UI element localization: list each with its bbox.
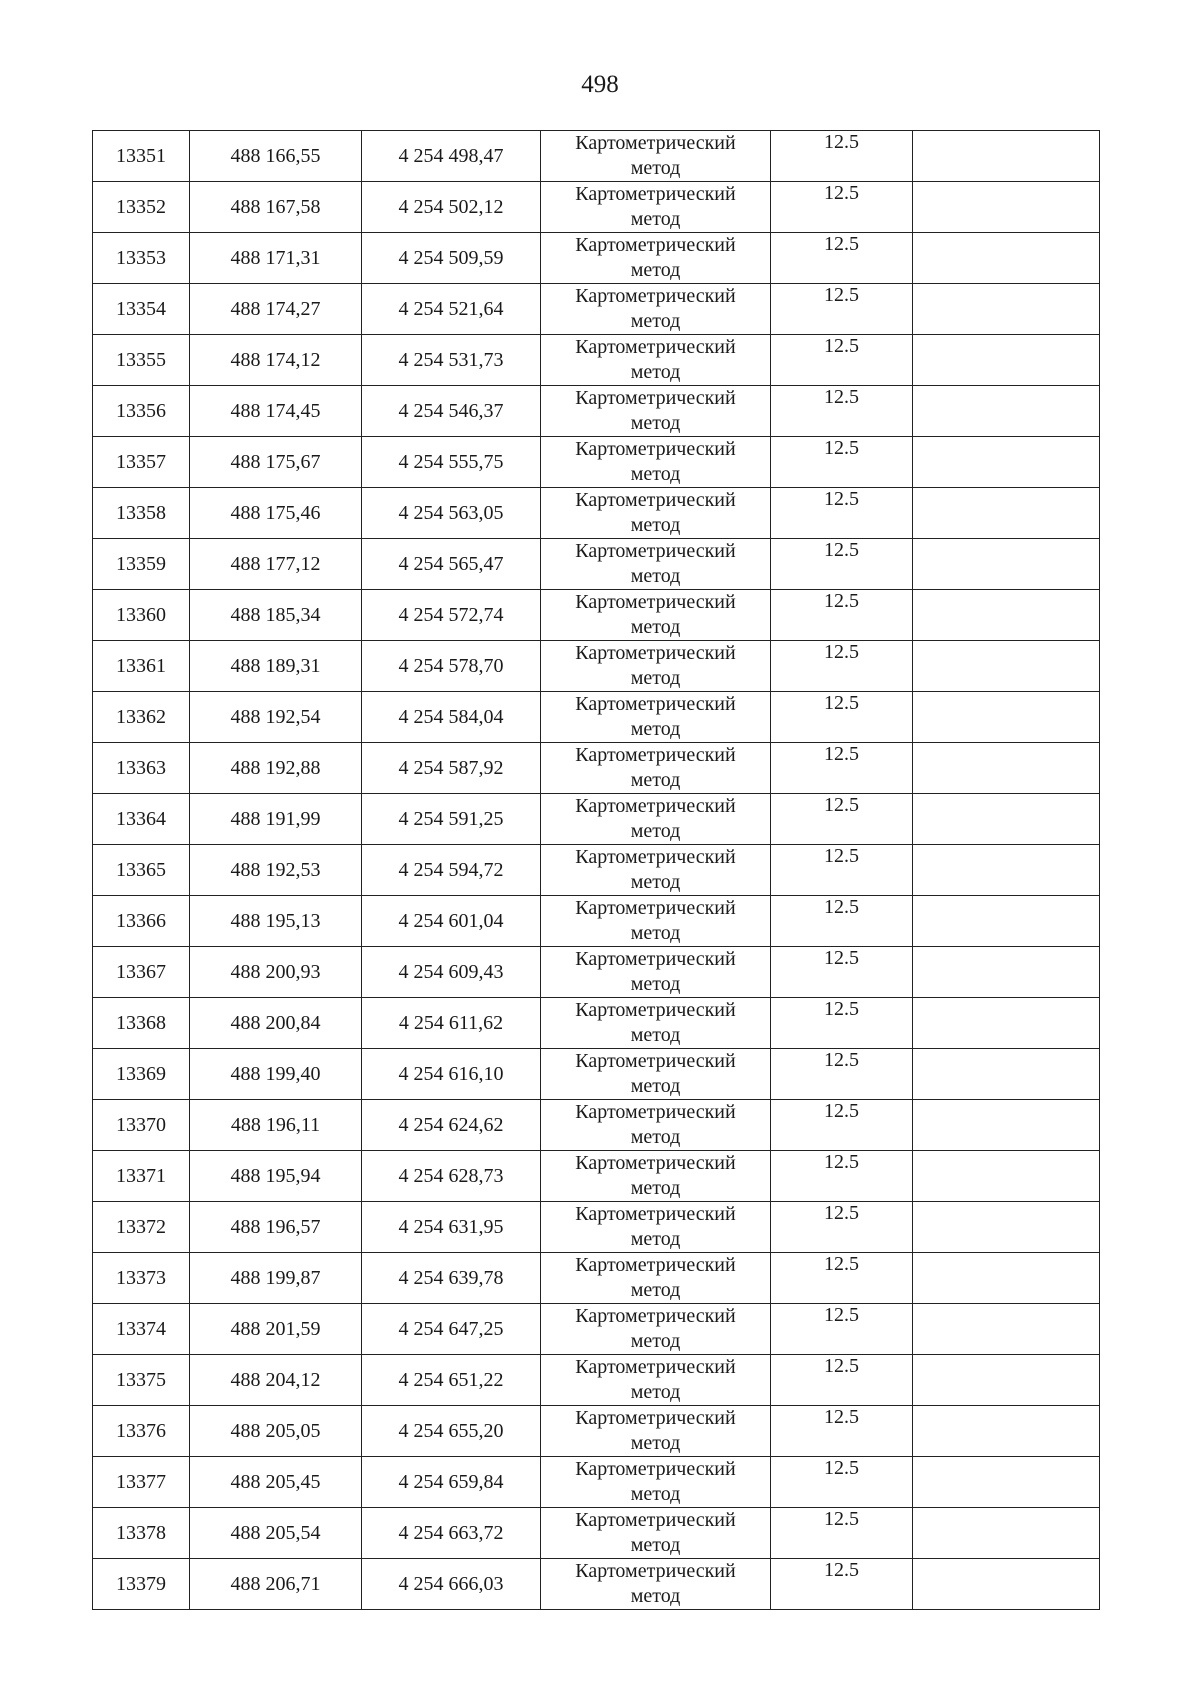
- y-coordinate-cell: 4 254 502,12: [362, 182, 541, 233]
- method-line-1: Картометрический: [575, 234, 736, 256]
- accuracy-cell: 12.5: [771, 233, 913, 284]
- accuracy-cell: 12.5: [771, 284, 913, 335]
- method-line-1: Картометрический: [575, 897, 736, 919]
- method-line-1: Картометрический: [575, 591, 736, 613]
- y-coordinate-cell: 4 254 655,20: [362, 1406, 541, 1457]
- x-coordinate-cell: 488 185,34: [190, 590, 362, 641]
- x-coordinate-cell: 488 192,53: [190, 845, 362, 896]
- point-number-cell: 13355: [93, 335, 190, 386]
- method-line-2: метод: [630, 820, 681, 842]
- point-number-cell: 13372: [93, 1202, 190, 1253]
- method-line-2: метод: [630, 1177, 681, 1199]
- accuracy-cell: 12.5: [771, 1406, 913, 1457]
- point-number-cell: 13352: [93, 182, 190, 233]
- accuracy-cell: 12.5: [771, 1355, 913, 1406]
- table-row: [93, 1100, 1100, 1151]
- page-number: 498: [581, 71, 619, 98]
- method-line-2: метод: [630, 565, 681, 587]
- x-coordinate-cell: 488 205,45: [190, 1457, 362, 1508]
- table-row: [93, 386, 1100, 437]
- accuracy-cell: 12.5: [771, 437, 913, 488]
- note-cell: [913, 1049, 1100, 1100]
- y-coordinate-cell: 4 254 509,59: [362, 233, 541, 284]
- y-coordinate-cell: 4 254 531,73: [362, 335, 541, 386]
- note-cell: [913, 998, 1100, 1049]
- note-cell: [913, 896, 1100, 947]
- method-cell: [541, 1049, 771, 1100]
- method-line-2: метод: [630, 922, 681, 944]
- y-coordinate-cell: 4 254 572,74: [362, 590, 541, 641]
- y-coordinate-cell: 4 254 555,75: [362, 437, 541, 488]
- x-coordinate-cell: 488 205,54: [190, 1508, 362, 1559]
- method-line-1: Картометрический: [575, 1509, 736, 1531]
- method-line-1: Картометрический: [575, 1203, 736, 1225]
- point-number-cell: 13359: [93, 539, 190, 590]
- point-number-cell: 13363: [93, 743, 190, 794]
- point-number-cell: 13351: [93, 131, 190, 182]
- method-cell: [541, 1406, 771, 1457]
- table-row: [93, 1559, 1100, 1610]
- method-cell: [541, 1508, 771, 1559]
- y-coordinate-cell: 4 254 616,10: [362, 1049, 541, 1100]
- accuracy-cell: 12.5: [771, 335, 913, 386]
- accuracy-cell: 12.5: [771, 182, 913, 233]
- method-line-2: метод: [630, 361, 681, 383]
- table-row: [93, 182, 1100, 233]
- note-cell: [913, 641, 1100, 692]
- method-cell: [541, 335, 771, 386]
- method-line-2: метод: [630, 1585, 681, 1607]
- note-cell: [913, 1508, 1100, 1559]
- x-coordinate-cell: 488 189,31: [190, 641, 362, 692]
- method-line-1: Картометрический: [575, 1458, 736, 1480]
- table-row: [93, 1202, 1100, 1253]
- method-line-1: Картометрический: [575, 489, 736, 511]
- accuracy-cell: 12.5: [771, 896, 913, 947]
- method-line-2: метод: [630, 259, 681, 281]
- method-cell: [541, 692, 771, 743]
- method-cell: [541, 1559, 771, 1610]
- point-number-cell: 13366: [93, 896, 190, 947]
- method-line-1: Картометрический: [575, 795, 736, 817]
- table-row: [93, 1355, 1100, 1406]
- method-cell: [541, 131, 771, 182]
- method-line-2: метод: [630, 514, 681, 536]
- note-cell: [913, 692, 1100, 743]
- y-coordinate-cell: 4 254 498,47: [362, 131, 541, 182]
- note-cell: [913, 284, 1100, 335]
- table-row: [93, 947, 1100, 998]
- method-cell: [541, 1253, 771, 1304]
- point-number-cell: 13358: [93, 488, 190, 539]
- x-coordinate-cell: 488 195,13: [190, 896, 362, 947]
- note-cell: [913, 743, 1100, 794]
- method-line-2: метод: [630, 157, 681, 179]
- method-line-2: метод: [630, 1228, 681, 1250]
- note-cell: [913, 794, 1100, 845]
- method-line-1: Картометрический: [575, 1254, 736, 1276]
- point-number-cell: 13367: [93, 947, 190, 998]
- accuracy-cell: 12.5: [771, 845, 913, 896]
- point-number-cell: 13377: [93, 1457, 190, 1508]
- note-cell: [913, 1253, 1100, 1304]
- table-row: [93, 539, 1100, 590]
- y-coordinate-cell: 4 254 584,04: [362, 692, 541, 743]
- x-coordinate-cell: 488 167,58: [190, 182, 362, 233]
- x-coordinate-cell: 488 177,12: [190, 539, 362, 590]
- method-cell: [541, 1151, 771, 1202]
- y-coordinate-cell: 4 254 601,04: [362, 896, 541, 947]
- point-number-cell: 13374: [93, 1304, 190, 1355]
- point-number-cell: 13373: [93, 1253, 190, 1304]
- x-coordinate-cell: 488 196,57: [190, 1202, 362, 1253]
- method-line-1: Картометрический: [575, 1050, 736, 1072]
- method-line-2: метод: [630, 1381, 681, 1403]
- table-row: [93, 998, 1100, 1049]
- table-row: [93, 743, 1100, 794]
- method-line-1: Картометрический: [575, 132, 736, 154]
- y-coordinate-cell: 4 254 563,05: [362, 488, 541, 539]
- point-number-cell: 13357: [93, 437, 190, 488]
- note-cell: [913, 590, 1100, 641]
- x-coordinate-cell: 488 191,99: [190, 794, 362, 845]
- accuracy-cell: 12.5: [771, 1202, 913, 1253]
- accuracy-cell: 12.5: [771, 1151, 913, 1202]
- method-line-1: Картометрический: [575, 387, 736, 409]
- point-number-cell: 13368: [93, 998, 190, 1049]
- method-cell: [541, 284, 771, 335]
- accuracy-cell: 12.5: [771, 1049, 913, 1100]
- table-row: [93, 488, 1100, 539]
- y-coordinate-cell: 4 254 609,43: [362, 947, 541, 998]
- method-cell: [541, 1100, 771, 1151]
- method-line-2: метод: [630, 1075, 681, 1097]
- method-cell: [541, 437, 771, 488]
- method-cell: [541, 1355, 771, 1406]
- y-coordinate-cell: 4 254 565,47: [362, 539, 541, 590]
- method-line-2: метод: [630, 616, 681, 638]
- method-line-2: метод: [630, 1024, 681, 1046]
- table-row: [93, 641, 1100, 692]
- table-row: [93, 845, 1100, 896]
- point-number-cell: 13375: [93, 1355, 190, 1406]
- table-row: [93, 284, 1100, 335]
- method-cell: [541, 386, 771, 437]
- method-line-1: Картометрический: [575, 642, 736, 664]
- coordinates-table: [92, 130, 1100, 1610]
- method-line-1: Картометрический: [575, 285, 736, 307]
- accuracy-cell: 12.5: [771, 1559, 913, 1610]
- method-cell: [541, 794, 771, 845]
- table-row: [93, 590, 1100, 641]
- note-cell: [913, 335, 1100, 386]
- method-line-1: Картометрический: [575, 693, 736, 715]
- method-line-2: метод: [630, 1483, 681, 1505]
- table-row: [93, 1457, 1100, 1508]
- method-cell: [541, 1304, 771, 1355]
- point-number-cell: 13354: [93, 284, 190, 335]
- accuracy-cell: 12.5: [771, 1457, 913, 1508]
- method-line-2: метод: [630, 463, 681, 485]
- method-cell: [541, 845, 771, 896]
- method-line-2: метод: [630, 208, 681, 230]
- point-number-cell: 13360: [93, 590, 190, 641]
- note-cell: [913, 845, 1100, 896]
- method-cell: [541, 1457, 771, 1508]
- point-number-cell: 13376: [93, 1406, 190, 1457]
- note-cell: [913, 1151, 1100, 1202]
- method-cell: [541, 488, 771, 539]
- accuracy-cell: 12.5: [771, 794, 913, 845]
- accuracy-cell: 12.5: [771, 386, 913, 437]
- table-row: [93, 896, 1100, 947]
- method-cell: [541, 182, 771, 233]
- x-coordinate-cell: 488 200,93: [190, 947, 362, 998]
- method-line-2: метод: [630, 973, 681, 995]
- method-line-1: Картометрический: [575, 1152, 736, 1174]
- x-coordinate-cell: 488 174,27: [190, 284, 362, 335]
- table-row: [93, 131, 1100, 182]
- table-row: [93, 437, 1100, 488]
- x-coordinate-cell: 488 196,11: [190, 1100, 362, 1151]
- method-line-1: Картометрический: [575, 183, 736, 205]
- method-line-2: метод: [630, 769, 681, 791]
- method-line-2: метод: [630, 718, 681, 740]
- method-cell: [541, 998, 771, 1049]
- y-coordinate-cell: 4 254 651,22: [362, 1355, 541, 1406]
- table-row: [93, 1253, 1100, 1304]
- note-cell: [913, 947, 1100, 998]
- y-coordinate-cell: 4 254 624,62: [362, 1100, 541, 1151]
- note-cell: [913, 1559, 1100, 1610]
- y-coordinate-cell: 4 254 546,37: [362, 386, 541, 437]
- method-line-1: Картометрический: [575, 744, 736, 766]
- accuracy-cell: 12.5: [771, 1253, 913, 1304]
- table-row: [93, 1406, 1100, 1457]
- point-number-cell: 13356: [93, 386, 190, 437]
- accuracy-cell: 12.5: [771, 590, 913, 641]
- method-cell: [541, 233, 771, 284]
- method-line-1: Картометрический: [575, 1305, 736, 1327]
- y-coordinate-cell: 4 254 521,64: [362, 284, 541, 335]
- note-cell: [913, 1100, 1100, 1151]
- x-coordinate-cell: 488 175,67: [190, 437, 362, 488]
- point-number-cell: 13364: [93, 794, 190, 845]
- accuracy-cell: 12.5: [771, 1100, 913, 1151]
- point-number-cell: 13365: [93, 845, 190, 896]
- y-coordinate-cell: 4 254 663,72: [362, 1508, 541, 1559]
- y-coordinate-cell: 4 254 631,95: [362, 1202, 541, 1253]
- x-coordinate-cell: 488 201,59: [190, 1304, 362, 1355]
- x-coordinate-cell: 488 205,05: [190, 1406, 362, 1457]
- method-cell: [541, 947, 771, 998]
- accuracy-cell: 12.5: [771, 1508, 913, 1559]
- note-cell: [913, 1304, 1100, 1355]
- point-number-cell: 13379: [93, 1559, 190, 1610]
- y-coordinate-cell: 4 254 587,92: [362, 743, 541, 794]
- note-cell: [913, 182, 1100, 233]
- x-coordinate-cell: 488 200,84: [190, 998, 362, 1049]
- method-line-1: Картометрический: [575, 1407, 736, 1429]
- y-coordinate-cell: 4 254 611,62: [362, 998, 541, 1049]
- accuracy-cell: 12.5: [771, 131, 913, 182]
- table-row: [93, 692, 1100, 743]
- method-line-1: Картометрический: [575, 846, 736, 868]
- y-coordinate-cell: 4 254 666,03: [362, 1559, 541, 1610]
- x-coordinate-cell: 488 199,40: [190, 1049, 362, 1100]
- x-coordinate-cell: 488 171,31: [190, 233, 362, 284]
- point-number-cell: 13371: [93, 1151, 190, 1202]
- point-number-cell: 13361: [93, 641, 190, 692]
- method-cell: [541, 1202, 771, 1253]
- point-number-cell: 13370: [93, 1100, 190, 1151]
- accuracy-cell: 12.5: [771, 1304, 913, 1355]
- method-line-2: метод: [630, 1432, 681, 1454]
- x-coordinate-cell: 488 192,54: [190, 692, 362, 743]
- note-cell: [913, 386, 1100, 437]
- method-line-1: Картометрический: [575, 1560, 736, 1582]
- point-number-cell: 13378: [93, 1508, 190, 1559]
- note-cell: [913, 131, 1100, 182]
- note-cell: [913, 488, 1100, 539]
- method-cell: [541, 590, 771, 641]
- method-line-1: Картометрический: [575, 438, 736, 460]
- y-coordinate-cell: 4 254 591,25: [362, 794, 541, 845]
- accuracy-cell: 12.5: [771, 641, 913, 692]
- x-coordinate-cell: 488 174,45: [190, 386, 362, 437]
- method-cell: [541, 743, 771, 794]
- note-cell: [913, 233, 1100, 284]
- method-line-1: Картометрический: [575, 1101, 736, 1123]
- method-line-1: Картометрический: [575, 540, 736, 562]
- y-coordinate-cell: 4 254 639,78: [362, 1253, 541, 1304]
- point-number-cell: 13362: [93, 692, 190, 743]
- method-cell: [541, 641, 771, 692]
- x-coordinate-cell: 488 174,12: [190, 335, 362, 386]
- method-line-2: метод: [630, 667, 681, 689]
- point-number-cell: 13353: [93, 233, 190, 284]
- coordinates-table-body: [93, 131, 1100, 1610]
- y-coordinate-cell: 4 254 628,73: [362, 1151, 541, 1202]
- accuracy-cell: 12.5: [771, 692, 913, 743]
- accuracy-cell: 12.5: [771, 947, 913, 998]
- table-row: [93, 794, 1100, 845]
- method-line-2: метод: [630, 310, 681, 332]
- note-cell: [913, 1355, 1100, 1406]
- x-coordinate-cell: 488 206,71: [190, 1559, 362, 1610]
- note-cell: [913, 539, 1100, 590]
- method-cell: [541, 539, 771, 590]
- y-coordinate-cell: 4 254 659,84: [362, 1457, 541, 1508]
- method-line-2: метод: [630, 1126, 681, 1148]
- note-cell: [913, 437, 1100, 488]
- table-row: [93, 1151, 1100, 1202]
- accuracy-cell: 12.5: [771, 539, 913, 590]
- x-coordinate-cell: 488 204,12: [190, 1355, 362, 1406]
- table-row: [93, 1049, 1100, 1100]
- table-row: [93, 335, 1100, 386]
- method-line-1: Картометрический: [575, 336, 736, 358]
- note-cell: [913, 1202, 1100, 1253]
- x-coordinate-cell: 488 192,88: [190, 743, 362, 794]
- accuracy-cell: 12.5: [771, 743, 913, 794]
- note-cell: [913, 1457, 1100, 1508]
- table-row: [93, 233, 1100, 284]
- accuracy-cell: 12.5: [771, 998, 913, 1049]
- accuracy-cell: 12.5: [771, 488, 913, 539]
- method-line-2: метод: [630, 871, 681, 893]
- method-line-2: метод: [630, 412, 681, 434]
- y-coordinate-cell: 4 254 578,70: [362, 641, 541, 692]
- method-line-1: Картометрический: [575, 1356, 736, 1378]
- x-coordinate-cell: 488 199,87: [190, 1253, 362, 1304]
- method-line-2: метод: [630, 1279, 681, 1301]
- point-number-cell: 13369: [93, 1049, 190, 1100]
- y-coordinate-cell: 4 254 594,72: [362, 845, 541, 896]
- method-line-2: метод: [630, 1534, 681, 1556]
- table-row: [93, 1508, 1100, 1559]
- x-coordinate-cell: 488 175,46: [190, 488, 362, 539]
- note-cell: [913, 1406, 1100, 1457]
- table-row: [93, 1304, 1100, 1355]
- method-line-2: метод: [630, 1330, 681, 1352]
- method-line-1: Картометрический: [575, 999, 736, 1021]
- method-line-1: Картометрический: [575, 948, 736, 970]
- x-coordinate-cell: 488 166,55: [190, 131, 362, 182]
- method-cell: [541, 896, 771, 947]
- x-coordinate-cell: 488 195,94: [190, 1151, 362, 1202]
- y-coordinate-cell: 4 254 647,25: [362, 1304, 541, 1355]
